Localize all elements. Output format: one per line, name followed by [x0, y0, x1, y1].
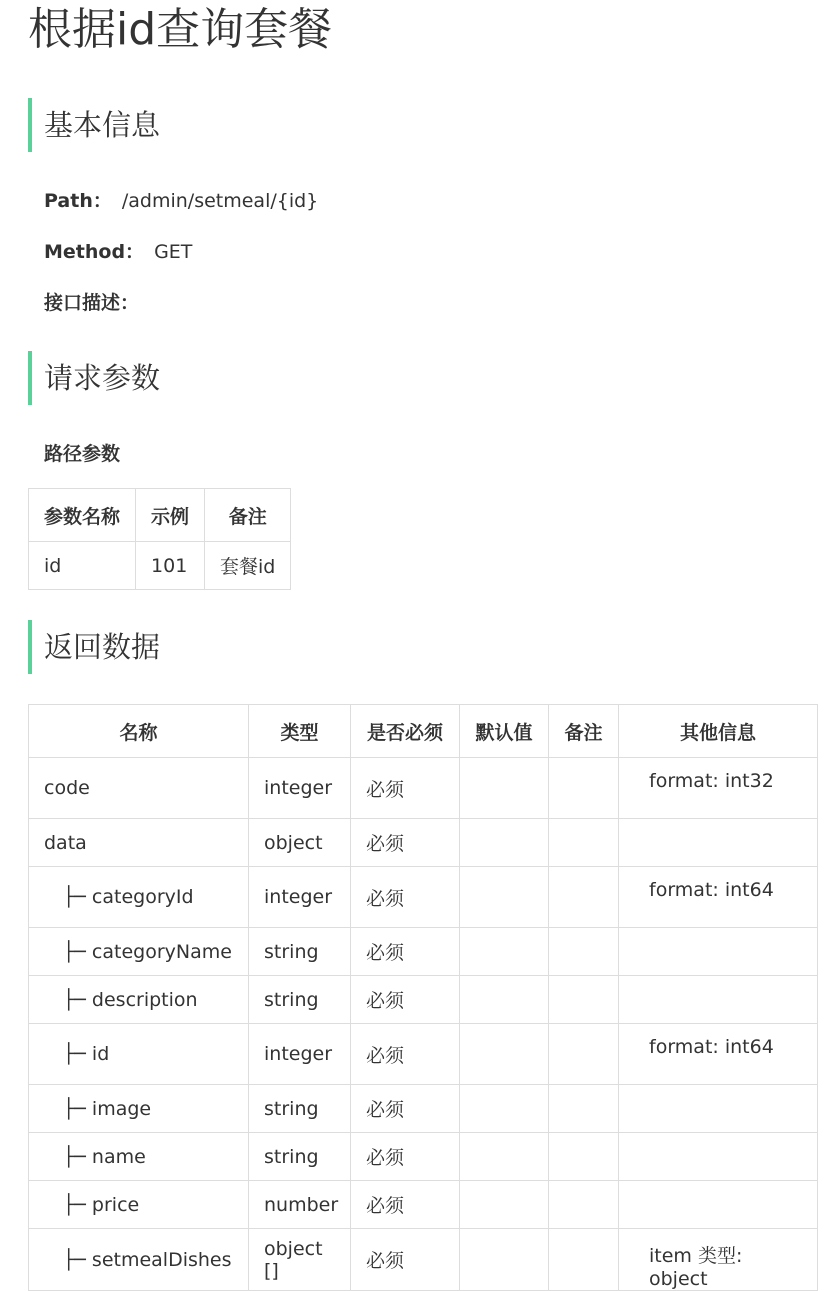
cell-type: string	[249, 1085, 351, 1133]
cell-required: 必须	[351, 867, 460, 928]
cell-note	[549, 1229, 619, 1291]
description-label: 接口描述：	[44, 292, 140, 314]
table-row	[29, 1085, 818, 1133]
table-row	[29, 542, 291, 590]
cell-note	[549, 1024, 619, 1085]
cell-default	[460, 819, 549, 867]
table-row	[29, 867, 818, 928]
cell-default	[460, 1024, 549, 1085]
cell-note	[549, 1133, 619, 1181]
cell-required: 必须	[351, 1024, 460, 1085]
cell-type: integer	[249, 1024, 351, 1085]
path-params-table	[28, 488, 291, 590]
cell-type: string	[249, 976, 351, 1024]
cell-required: 必须	[351, 976, 460, 1024]
cell-other	[619, 1181, 818, 1229]
cell-note	[549, 976, 619, 1024]
cell-other	[619, 976, 818, 1024]
column-header: 默认值	[460, 705, 549, 758]
cell-required: 必须	[351, 1181, 460, 1229]
table-row	[29, 928, 818, 976]
cell-type: string	[249, 928, 351, 976]
cell-type: number	[249, 1181, 351, 1229]
cell-name: data	[29, 819, 249, 867]
response-table	[28, 704, 818, 1291]
table-header-row	[29, 489, 291, 542]
cell-required: 必须	[351, 819, 460, 867]
column-header: 其他信息	[619, 705, 818, 758]
cell-note	[549, 867, 619, 928]
cell-name: ├─ categoryName	[29, 928, 249, 976]
cell-other	[619, 819, 818, 867]
column-header: 名称	[29, 705, 249, 758]
column-header: 类型	[249, 705, 351, 758]
cell-note	[549, 1085, 619, 1133]
cell-type: integer	[249, 758, 351, 819]
cell-other	[619, 1133, 818, 1181]
param-note-cell: 套餐id	[205, 542, 291, 590]
cell-name: ├─ price	[29, 1181, 249, 1229]
table-row	[29, 1024, 818, 1085]
table-row	[29, 1133, 818, 1181]
cell-required: 必须	[351, 1133, 460, 1181]
cell-required: 必须	[351, 758, 460, 819]
method-label: Method：	[44, 241, 145, 263]
cell-name: code	[29, 758, 249, 819]
column-header: 备注	[549, 705, 619, 758]
cell-type: integer	[249, 867, 351, 928]
cell-note	[549, 1181, 619, 1229]
cell-default	[460, 1181, 549, 1229]
description-row	[44, 291, 139, 315]
table-header-row	[29, 705, 818, 758]
path-params-heading: 路径参数	[44, 443, 121, 465]
cell-default	[460, 758, 549, 819]
cell-other	[619, 928, 818, 976]
cell-default	[460, 928, 549, 976]
cell-default	[460, 1085, 549, 1133]
path-value: /admin/setmeal/{id}	[121, 190, 319, 212]
cell-default	[460, 867, 549, 928]
cell-default	[460, 1229, 549, 1291]
cell-other: item 类型: object	[619, 1229, 818, 1291]
cell-type: object	[249, 819, 351, 867]
cell-other: format: int32	[619, 758, 818, 819]
cell-required: 必须	[351, 1085, 460, 1133]
cell-note	[549, 758, 619, 819]
param-example-cell: 101	[136, 542, 205, 590]
cell-required: 必须	[351, 928, 460, 976]
column-header: 示例	[136, 489, 205, 542]
cell-name: ├─ description	[29, 976, 249, 1024]
column-header: 备注	[205, 489, 291, 542]
table-row	[29, 758, 818, 819]
section-heading-response-data: 返回数据	[28, 620, 160, 674]
param-name-cell: id	[29, 542, 136, 590]
cell-type: object []	[249, 1229, 351, 1291]
cell-other: format: int64	[619, 1024, 818, 1085]
section-heading-basic-info: 基本信息	[28, 98, 160, 152]
column-header: 参数名称	[29, 489, 136, 542]
cell-name: ├─ categoryId	[29, 867, 249, 928]
cell-default	[460, 1133, 549, 1181]
cell-required: 必须	[351, 1229, 460, 1291]
column-header: 是否必须	[351, 705, 460, 758]
section-heading-request-params: 请求参数	[28, 351, 160, 405]
cell-other: format: int64	[619, 867, 818, 928]
cell-name: ├─ setmealDishes	[29, 1229, 249, 1291]
table-row	[29, 976, 818, 1024]
cell-other	[619, 1085, 818, 1133]
method-row	[44, 240, 192, 264]
table-row	[29, 1229, 818, 1291]
cell-type: string	[249, 1133, 351, 1181]
cell-note	[549, 819, 619, 867]
cell-name: ├─ image	[29, 1085, 249, 1133]
table-row	[29, 1181, 818, 1229]
path-row	[44, 189, 318, 213]
cell-name: ├─ id	[29, 1024, 249, 1085]
cell-name: ├─ name	[29, 1133, 249, 1181]
method-value: GET	[154, 241, 193, 263]
table-row	[29, 819, 818, 867]
cell-default	[460, 976, 549, 1024]
page-title: 根据id查询套餐	[28, 4, 333, 55]
path-label: Path：	[44, 190, 112, 212]
cell-note	[549, 928, 619, 976]
